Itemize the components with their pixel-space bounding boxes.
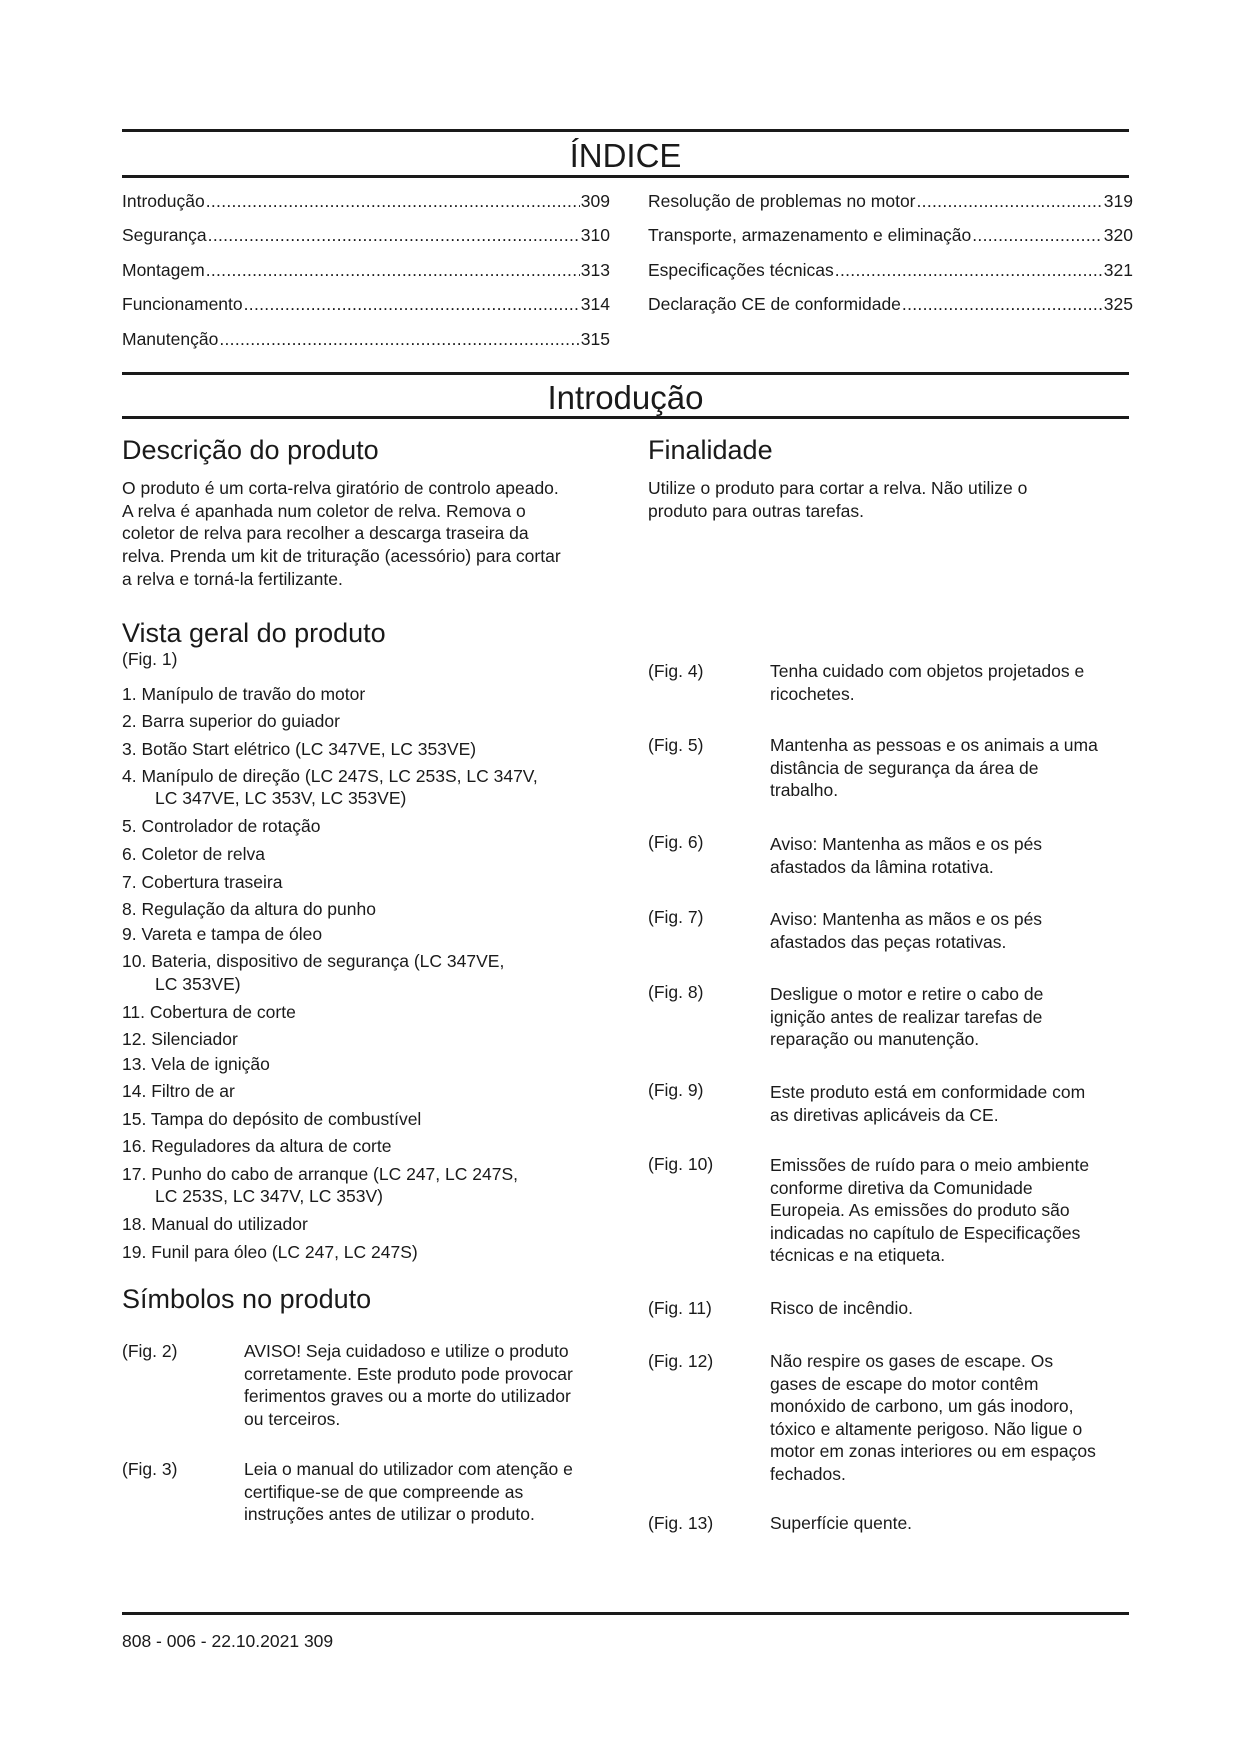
toc-entry-page: 315 <box>580 329 610 349</box>
list-item: 5. Controlador de rotação <box>122 816 321 836</box>
index-title: ÍNDICE <box>569 137 682 174</box>
list-item: 12. Silenciador <box>122 1029 238 1049</box>
purpose-heading: Finalidade <box>648 435 773 465</box>
toc-entry-page: 310 <box>580 225 610 245</box>
symbol-text: Risco de incêndio. <box>770 1298 913 1318</box>
toc-entry-label: Especificações técnicas <box>648 260 834 280</box>
list-item-continuation: LC 347VE, LC 353V, LC 353VE) <box>155 788 407 808</box>
description-line: A relva é apanhada num coletor de relva. Remova o <box>122 501 526 521</box>
symbol-text: AVISO! Seja cuidadoso e utilize o produto corretamente. Este produto pode provocar ferimentos graves ou a morte do utilizador ou terceiros. <box>244 1341 573 1429</box>
list-item: 2. Barra superior do guiador <box>122 711 340 731</box>
toc-entry-page: 325 <box>1103 294 1133 314</box>
toc-entry-label: Transporte, armazenamento e eliminação <box>648 225 972 245</box>
intro-top-rule <box>122 372 1129 375</box>
overview-fig-ref: (Fig. 1) <box>122 649 178 669</box>
list-item: 14. Filtro de ar <box>122 1081 235 1101</box>
symbol-fig-ref: (Fig. 10) <box>648 1154 714 1174</box>
symbol-entry <box>648 981 1138 1051</box>
index-top-rule <box>122 129 1129 132</box>
symbol-entry <box>122 1340 622 1432</box>
toc-entry[interactable] <box>648 190 1133 212</box>
toc-entry-page: 319 <box>1103 191 1133 211</box>
symbol-fig-ref: (Fig. 12) <box>648 1351 714 1371</box>
toc-entry-page: 321 <box>1103 260 1133 280</box>
list-item: 8. Regulação da altura do punho <box>122 899 376 919</box>
footer-rule <box>122 1612 1129 1615</box>
list-item: 13. Vela de ignição <box>122 1054 270 1074</box>
list-item: 10. Bateria, dispositivo de segurança (LC 347VE, <box>122 951 505 971</box>
list-item: 16. Reguladores da altura de corte <box>122 1136 392 1156</box>
symbol-text: Mantenha as pessoas e os animais a uma distância de segurança da área de trabalho. <box>770 735 1098 800</box>
toc-entry[interactable] <box>648 259 1133 281</box>
symbol-entry <box>122 1458 622 1528</box>
symbol-entry <box>648 1153 1138 1269</box>
toc-entry-page: 320 <box>1103 225 1133 245</box>
intro-title: Introdução <box>547 379 704 416</box>
symbol-entry <box>648 906 1138 952</box>
symbol-entry <box>648 1079 1138 1125</box>
symbol-fig-ref: (Fig. 6) <box>648 832 704 852</box>
list-item-continuation: LC 353VE) <box>155 974 241 994</box>
toc-entry[interactable] <box>122 293 610 315</box>
symbol-entry <box>648 734 1138 804</box>
symbol-text: Leia o manual do utilizador com atenção e certifique-se de que compreende as instruções antes de utilizar o produto. <box>244 1459 573 1524</box>
symbol-entry <box>648 1350 1138 1488</box>
symbol-text: Tenha cuidado com objetos projetados e ricochetes. <box>770 661 1085 704</box>
symbol-fig-ref: (Fig. 4) <box>648 661 704 681</box>
symbols-heading: Símbolos no produto <box>122 1284 372 1314</box>
toc-entry[interactable] <box>122 224 610 246</box>
list-item: 9. Vareta e tampa de óleo <box>122 924 323 944</box>
symbol-fig-ref: (Fig. 11) <box>648 1298 712 1318</box>
toc-entry-page: 313 <box>580 260 610 280</box>
toc-entry-label: Montagem <box>122 260 205 280</box>
toc-entry[interactable] <box>648 224 1133 246</box>
purpose-line: Utilize o produto para cortar a relva. Não utilize o <box>648 478 1028 498</box>
toc-entry-label: Introdução <box>122 191 205 211</box>
symbol-text: Desligue o motor e retire o cabo de ignição antes de realizar tarefas de reparação ou manutenção. <box>770 984 1044 1049</box>
overview-heading: Vista geral do produto <box>122 618 386 648</box>
toc-entry-page: 309 <box>580 191 610 211</box>
list-item: 17. Punho do cabo de arranque (LC 247, LC 247S, <box>122 1164 518 1184</box>
toc-entry-label: Funcionamento <box>122 294 243 314</box>
list-item: 7. Cobertura traseira <box>122 872 283 892</box>
symbol-entry <box>648 660 1138 706</box>
symbol-fig-ref: (Fig. 8) <box>648 982 704 1002</box>
description-heading: Descrição do produto <box>122 435 379 465</box>
symbol-text: Aviso: Mantenha as mãos e os pés afastados das peças rotativas. <box>770 909 1043 952</box>
symbol-entry <box>648 831 1138 877</box>
symbol-fig-ref: (Fig. 2) <box>122 1341 178 1361</box>
page-footer: 808 - 006 - 22.10.2021 309 <box>122 1631 334 1651</box>
toc-entry-label: Declaração CE de conformidade <box>648 294 901 314</box>
symbol-fig-ref: (Fig. 3) <box>122 1459 178 1479</box>
toc-entry-label: Manutenção <box>122 329 219 349</box>
toc-entry[interactable] <box>648 293 1133 315</box>
index-bottom-rule <box>122 175 1129 178</box>
symbol-text: Aviso: Mantenha as mãos e os pés afastados da lâmina rotativa. <box>770 834 1043 877</box>
description-line: a relva e torná-la fertilizante. <box>122 569 343 589</box>
symbol-text: Superfície quente. <box>770 1513 913 1533</box>
list-item: 6. Coletor de relva <box>122 844 265 864</box>
symbol-text: Este produto está em conformidade com as diretivas aplicáveis da CE. <box>770 1082 1086 1125</box>
symbol-fig-ref: (Fig. 9) <box>648 1080 704 1100</box>
symbol-text: Não respire os gases de escape. Os gases de escape do motor contêm monóxido de carbono, um gás inodoro, tóxico e altamente perigoso. Não ligue o motor em zonas interiores ou em espaços fechados. <box>770 1351 1096 1484</box>
toc-entry[interactable] <box>122 259 610 281</box>
symbol-fig-ref: (Fig. 13) <box>648 1513 714 1533</box>
description-line: O produto é um corta-relva giratório de controlo apeado. <box>122 478 559 498</box>
symbol-fig-ref: (Fig. 7) <box>648 907 704 927</box>
symbol-text: Emissões de ruído para o meio ambiente conforme diretiva da Comunidade Europeia. As emissões do produto são indicadas no capítulo de Especificações técnicas e na etiqueta. <box>770 1155 1090 1265</box>
intro-bottom-rule <box>122 416 1129 419</box>
list-item: 19. Funil para óleo (LC 247, LC 247S) <box>122 1242 418 1262</box>
list-item: 3. Botão Start elétrico (LC 347VE, LC 353VE) <box>122 739 477 759</box>
symbol-fig-ref: (Fig. 5) <box>648 735 704 755</box>
overview-list <box>122 683 622 1273</box>
toc-entry[interactable] <box>122 328 610 350</box>
symbol-entry <box>648 1512 1138 1536</box>
description-line: coletor de relva para recolher a descarga traseira da <box>122 523 529 543</box>
toc-entry[interactable] <box>122 190 610 212</box>
list-item: 18. Manual do utilizador <box>122 1214 308 1234</box>
symbol-entry <box>648 1297 1138 1321</box>
list-item: 4. Manípulo de direção (LC 247S, LC 253S, LC 347V, <box>122 766 538 786</box>
list-item: 15. Tampa do depósito de combustível <box>122 1109 422 1129</box>
toc-entry-page: 314 <box>580 294 610 314</box>
list-item: 11. Cobertura de corte <box>122 1002 296 1022</box>
description-line: relva. Prenda um kit de trituração (acessório) para cortar <box>122 546 561 566</box>
list-item-continuation: LC 253S, LC 347V, LC 353V) <box>155 1186 383 1206</box>
list-item: 1. Manípulo de travão do motor <box>122 684 366 704</box>
toc-entry-label: Resolução de problemas no motor <box>648 191 916 211</box>
toc-entry-label: Segurança <box>122 225 207 245</box>
purpose-line: produto para outras tarefas. <box>648 501 864 521</box>
